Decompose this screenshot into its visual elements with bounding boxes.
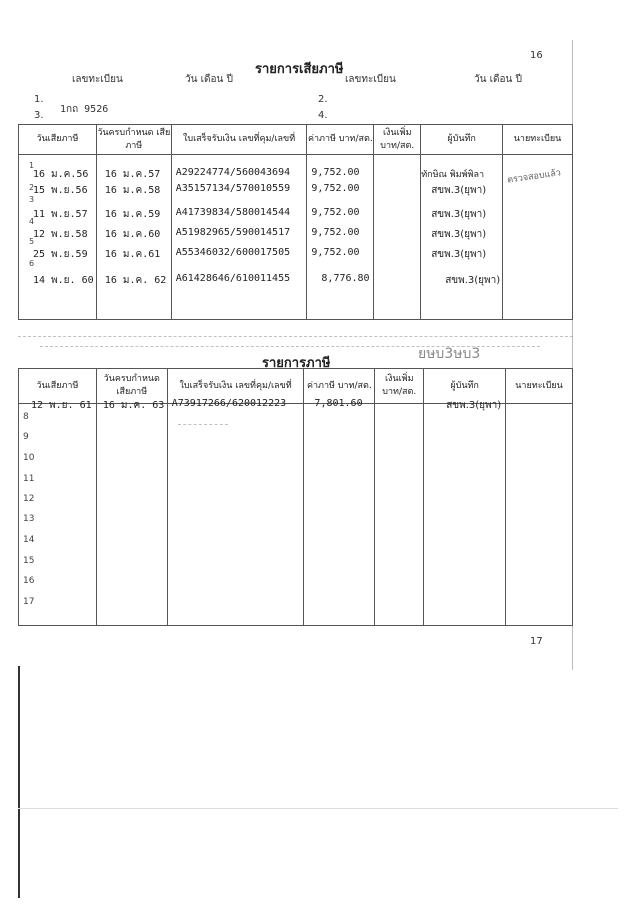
due-date: 16 ม.ค.57 [104,169,161,180]
line-number: 14 [23,535,35,545]
reg-entry-no: 2. [318,94,328,105]
paid-date-column [19,155,96,319]
col-header: ใบเสร็จรับเงิน เลขที่คุม/เลขที่ [167,369,304,404]
paid-date: 12 พ.ย.58 [33,229,88,240]
reg-label-left: เลขทะเบียน [72,74,123,85]
receipt-column [168,398,304,625]
line-number: 13 [23,514,35,524]
line-number: 15 [23,556,35,566]
scan-noise [178,424,228,425]
row-index: 4 [29,217,35,226]
line-number: 17 [23,597,35,607]
due-date-column [97,400,167,625]
due-date: 16 ม.ค. 62 [104,275,167,286]
col-header: เงินเพิ่ม บาท/สต. [375,369,424,404]
due-date: 16 ม.ค.59 [104,209,161,220]
tax-amount: 9,752.00 [311,247,360,258]
recorder-name: สขพ.3(ยุพา) [445,275,501,286]
reg-entry-value: 1กถ 9526 [60,104,109,115]
col-header: ผู้บันทึก [421,125,503,155]
paid-date-column [19,400,96,625]
tax-column [307,155,373,319]
receipt-no: A51982965/590014517 [175,227,291,238]
line-number: 9 [23,432,29,442]
col-header: วันเสียภาษี [19,369,97,404]
section1-title: รายการเสียภาษี [255,62,344,77]
row-index: 3 [29,195,35,204]
tax-column [304,398,374,625]
line-number: 16 [23,576,35,586]
reg-entry-no: 4. [318,110,328,121]
receipt-no: A55346032/600017505 [175,247,291,258]
tax-amount: 9,752.00 [311,207,360,218]
row-index: 1 [29,161,35,170]
recorder-name: สขพ.3(ยุพา) [446,400,502,411]
col-header: ผู้บันทึก [424,369,506,404]
tax-table-1 [18,124,573,320]
binding-edge [18,666,20,898]
col-header: ค่าภาษี บาท/สต. [307,125,374,155]
recorder-name: สขพ.3(ยุพา) [431,249,487,260]
col-header: ค่าภาษี บาท/สต. [304,369,375,404]
col-header: วันครบกำหนด เสียภาษี [96,125,171,155]
surcharge-column [374,155,420,319]
reg-entry-no: 3. [34,110,44,121]
approval-stamp: ตรวจสอบแล้ว [506,168,562,186]
recorder-column [424,400,505,625]
due-date-column [97,155,171,319]
receipt-column [172,155,307,319]
line-number: 11 [23,474,35,484]
tax-amount: 9,752.00 [311,227,360,238]
registrar-column [503,155,572,319]
paid-date: 16 ม.ค.56 [33,169,89,180]
tax-amount: 9,752.00 [311,167,360,178]
paid-date: 14 พ.ย. 60 [33,275,94,286]
line-number: 10 [23,453,35,463]
page-number-top: 16 [530,50,543,61]
col-header: ใบเสร็จรับเงิน เลขที่คุม/เลขที่ [171,125,307,155]
receipt-no: A41739834/580014544 [175,207,291,218]
col-header: นายทะเบียน [506,369,573,404]
tax-table-2 [18,368,573,626]
section2-title: รายการภาษี [262,356,331,371]
row-index: 5 [29,237,35,246]
recorder-name: สขพ.3(ยุพา) [431,209,487,220]
due-date: 16 ม.ค.60 [104,229,161,240]
scan-noise [18,336,573,337]
receipt-no: A29224774/560043694 [175,167,291,178]
due-date: 16 ม.ค.58 [104,185,161,196]
faint-code: ยษบ3ษบ3 [418,346,481,362]
reg-entry-no: 1. [34,94,44,105]
paid-date: 15 พ.ย.56 [33,185,88,196]
row-index: 2 [29,183,35,192]
recorder-name: สขพ.3(ยุพา) [431,229,487,240]
paid-date: 11 พ.ย.57 [33,209,88,220]
recorder-column [421,155,502,319]
tax-amount: 9,752.00 [311,183,360,194]
paid-date: 12 พ.ย. 61 [31,400,92,411]
receipt-no: A35157134/570010559 [175,183,291,194]
tax-amount: 7,801.60 [314,398,363,409]
page-number-bottom: 17 [530,636,543,647]
due-date: 16 ม.ค.61 [104,249,161,260]
row-index: 6 [29,259,35,268]
receipt-no: A61428646/610011455 [175,273,291,284]
col-header: วันเสียภาษี [19,125,97,155]
date-label-left: วัน เดือน ปี [185,74,233,85]
tax-amount: 8,776.80 [321,273,370,284]
reg-label-right: เลขทะเบียน [345,74,396,85]
line-number: 8 [23,412,29,422]
due-date: 16 ม.ค. 63 [102,400,165,411]
surcharge-column [375,404,423,625]
paid-date: 25 พ.ย.59 [33,249,88,260]
registrar-column [506,404,572,625]
receipt-no: A73917266/620012223 [171,398,287,409]
col-header: วันครบกำหนด เสียภาษี [96,369,167,404]
date-label-right: วัน เดือน ปี [474,74,522,85]
recorder-name: สขพ.3(ยุพา) [431,185,487,196]
fold-line [18,808,618,809]
line-number: 12 [23,494,35,504]
col-header: เงินเพิ่ม บาท/สต. [374,125,421,155]
col-header: นายทะเบียน [503,125,573,155]
recorder-name: ทักษิณ พิมพ์พิลา [421,170,485,180]
